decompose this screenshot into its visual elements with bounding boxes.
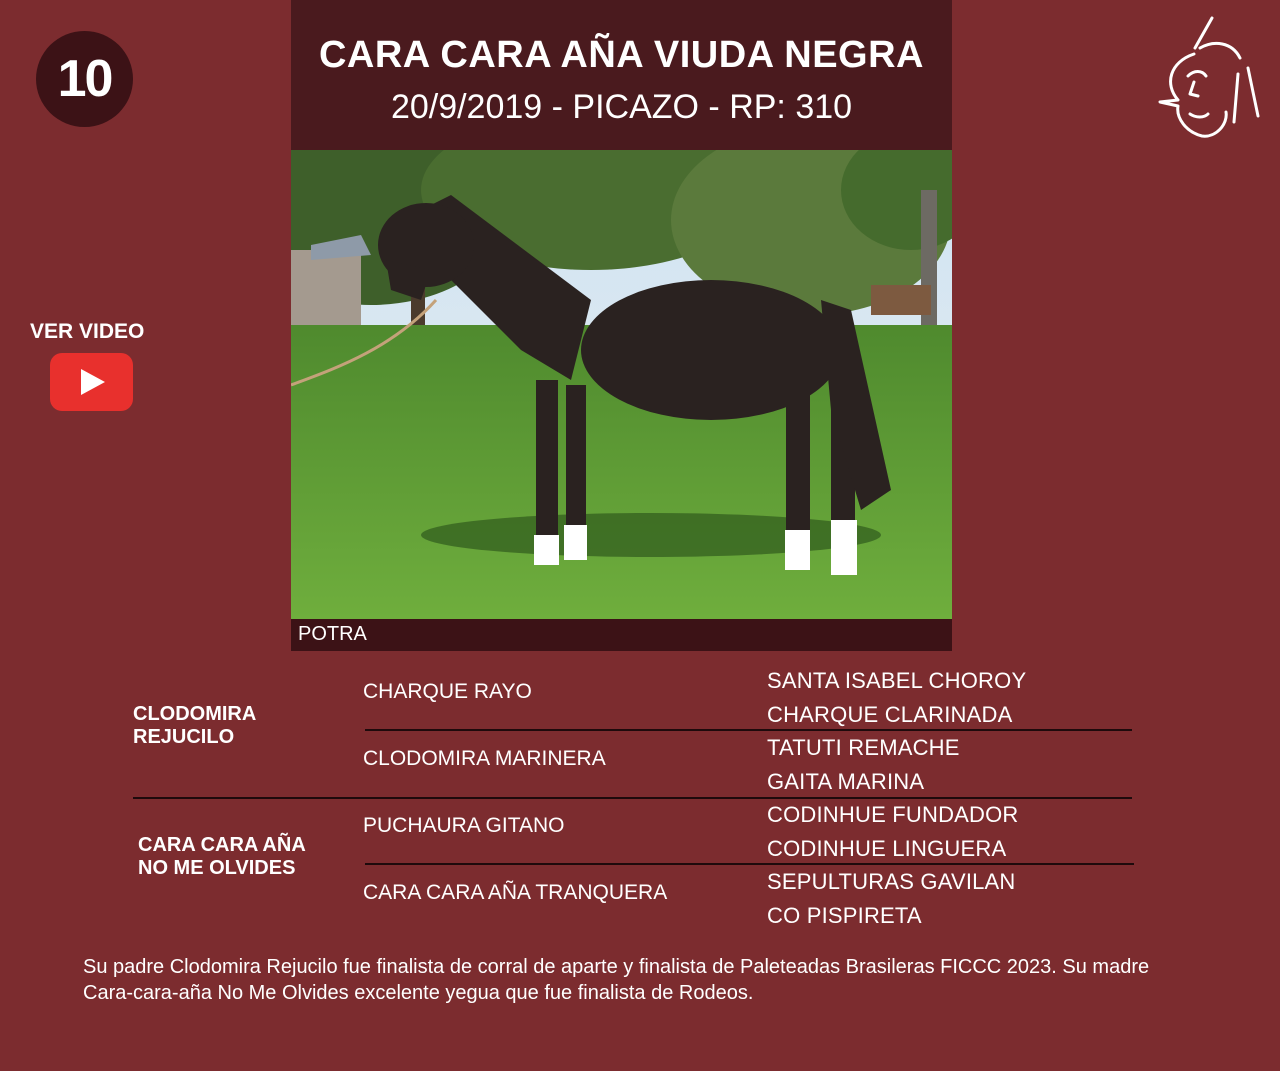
sire-name-line1: CLODOMIRA bbox=[133, 703, 257, 725]
ggp-8: CO PISPIRETA bbox=[767, 903, 922, 928]
dam-name bbox=[138, 834, 306, 880]
photo-caption-bar bbox=[291, 619, 952, 651]
header bbox=[291, 0, 952, 150]
ggp-2: CHARQUE CLARINADA bbox=[767, 702, 1013, 727]
dam-name-line2: NO ME OLVIDES bbox=[138, 857, 296, 879]
face-line-logo bbox=[1150, 14, 1265, 149]
lot-number-badge bbox=[36, 31, 133, 127]
ggp-3: TATUTI REMACHE bbox=[767, 735, 960, 760]
ggp-4: GAITA MARINA bbox=[767, 769, 925, 794]
play-icon bbox=[81, 369, 105, 395]
sire-name bbox=[133, 703, 256, 749]
youtube-play-button[interactable] bbox=[50, 353, 133, 411]
paternal-granddam: CLODOMIRA MARINERA bbox=[363, 747, 606, 770]
pedigree-divider-main bbox=[133, 797, 1132, 799]
ver-video-label[interactable]: VER VIDEO bbox=[30, 320, 145, 343]
dam-name-line1: CARA CARA AÑA bbox=[138, 834, 306, 856]
ggp-6: CODINHUE LINGUERA bbox=[767, 836, 1007, 861]
ggp-5: CODINHUE FUNDADOR bbox=[767, 802, 1019, 827]
pedigree-divider-sire bbox=[365, 729, 1132, 731]
pedigree-divider-dam bbox=[365, 863, 1134, 865]
photo-caption: POTRA bbox=[298, 623, 367, 645]
horse-photo bbox=[291, 150, 952, 619]
horse-details-subtitle: 20/9/2019 - PICAZO - RP: 310 bbox=[390, 88, 853, 126]
lot-number: 10 bbox=[57, 50, 112, 108]
lot-description: Su padre Clodomira Rejucilo fue finalista de corral de aparte y finalista de Paleteadas Brasileras FICCC 2023. Su madre Cara-cara-aña No Me Olvides excelente yegua que fue finalista de Rodeos. bbox=[83, 956, 1150, 1004]
horse-name-title: CARA CARA AÑA VIUDA NEGRA bbox=[318, 34, 924, 76]
ggp-1: SANTA ISABEL CHOROY bbox=[767, 668, 1027, 693]
maternal-granddam: CARA CARA AÑA TRANQUERA bbox=[363, 881, 668, 904]
paternal-grandsire: CHARQUE RAYO bbox=[363, 680, 532, 703]
ggp-7: SEPULTURAS GAVILAN bbox=[767, 869, 1016, 894]
maternal-grandsire: PUCHAURA GITANO bbox=[363, 814, 565, 837]
sire-name-line2: REJUCILO bbox=[133, 726, 235, 748]
